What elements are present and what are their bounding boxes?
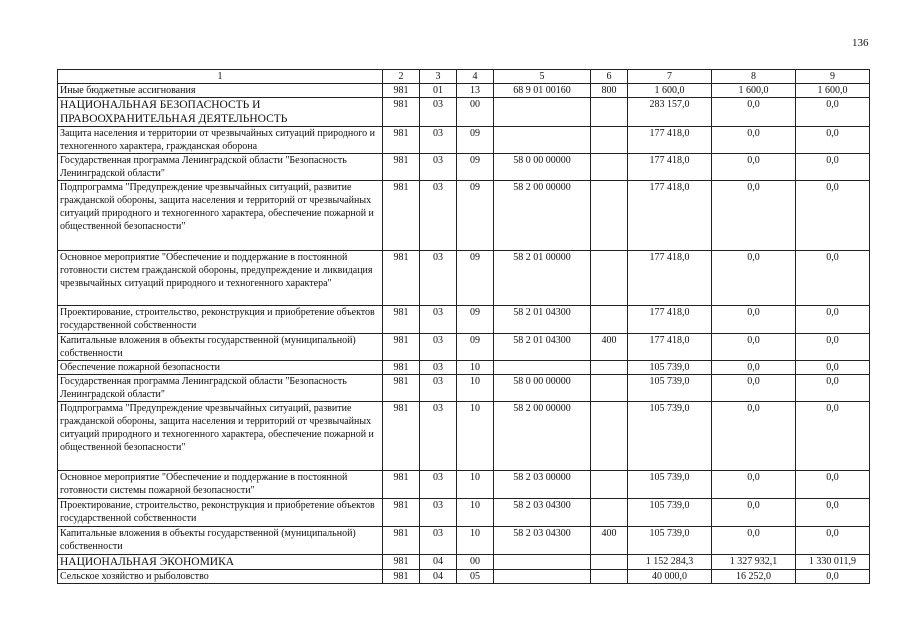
row-name: Государственная программа Ленинградской области "Безопасность Ленинградской области": [58, 154, 383, 181]
amount-3: 0,0: [796, 154, 870, 181]
amount-1: 105 739,0: [628, 527, 712, 555]
section-code: 03: [420, 402, 457, 471]
subsection-code: 10: [457, 527, 494, 555]
row-name: Подпрограмма "Предупреждение чрезвычайных ситуаций, развитие гражданской обороны, защита населения и территорий от чрезвычайных ситуаций природного и техногенного характера, обеспечение пожарной и общественной безопасности": [58, 181, 383, 251]
amount-3: 0,0: [796, 334, 870, 361]
table-row: [58, 154, 870, 181]
section-code: 03: [420, 181, 457, 251]
header-cell: 7: [628, 70, 712, 84]
table-row: [58, 471, 870, 499]
target-article-code: 58 2 03 00000: [494, 471, 591, 499]
subsection-code: 09: [457, 334, 494, 361]
ved-code: 981: [383, 375, 420, 402]
section-code: 03: [420, 127, 457, 154]
header-cell: 9: [796, 70, 870, 84]
page-number: 136: [852, 37, 869, 49]
budget-table: [57, 69, 870, 584]
ved-code: 981: [383, 98, 420, 127]
amount-2: 16 252,0: [712, 570, 796, 584]
section-code: 03: [420, 471, 457, 499]
table-row: [58, 84, 870, 98]
amount-2: 0,0: [712, 471, 796, 499]
ved-code: 981: [383, 251, 420, 306]
header-cell: 5: [494, 70, 591, 84]
amount-1: 105 739,0: [628, 471, 712, 499]
target-article-code: 58 0 00 00000: [494, 375, 591, 402]
row-name: Подпрограмма "Предупреждение чрезвычайных ситуаций, развитие гражданской обороны, защита населения и территорий от чрезвычайных ситуаций природного и техногенного характера, обеспечение пожарной и общественной безопасности": [58, 402, 383, 471]
expense-type-code: [591, 471, 628, 499]
table-row: [58, 181, 870, 251]
header-cell: 1: [58, 70, 383, 84]
amount-2: 0,0: [712, 251, 796, 306]
target-article-code: 58 0 00 00000: [494, 154, 591, 181]
amount-1: 40 000,0: [628, 570, 712, 584]
expense-type-code: [591, 555, 628, 570]
table-row: [58, 375, 870, 402]
row-name: Сельское хозяйство и рыболовство: [58, 570, 383, 584]
subsection-code: 09: [457, 127, 494, 154]
amount-2: 0,0: [712, 181, 796, 251]
amount-1: 177 418,0: [628, 334, 712, 361]
amount-3: 0,0: [796, 570, 870, 584]
target-article-code: [494, 361, 591, 375]
row-name: Проектирование, строительство, реконструкция и приобретение объектов государственной собственности: [58, 499, 383, 527]
amount-2: 0,0: [712, 127, 796, 154]
subsection-code: 10: [457, 499, 494, 527]
expense-type-code: [591, 306, 628, 334]
table-row: [58, 527, 870, 555]
table-row: [58, 499, 870, 527]
header-cell: 8: [712, 70, 796, 84]
section-code: 03: [420, 527, 457, 555]
amount-1: 177 418,0: [628, 251, 712, 306]
target-article-code: 68 9 01 00160: [494, 84, 591, 98]
amount-1: 105 739,0: [628, 499, 712, 527]
amount-3: 1 600,0: [796, 84, 870, 98]
table-row: [58, 361, 870, 375]
row-name: Проектирование, строительство, реконструкция и приобретение объектов государственной собственности: [58, 306, 383, 334]
amount-3: 0,0: [796, 499, 870, 527]
target-article-code: 58 2 01 00000: [494, 251, 591, 306]
expense-type-code: [591, 154, 628, 181]
amount-2: 0,0: [712, 499, 796, 527]
expense-type-code: [591, 402, 628, 471]
ved-code: 981: [383, 527, 420, 555]
subsection-code: 13: [457, 84, 494, 98]
subsection-code: 00: [457, 98, 494, 127]
expense-type-code: 800: [591, 84, 628, 98]
table-row: [58, 402, 870, 471]
expense-type-code: 400: [591, 527, 628, 555]
table-row: [58, 306, 870, 334]
amount-3: 0,0: [796, 98, 870, 127]
target-article-code: 58 2 01 04300: [494, 334, 591, 361]
section-code: 03: [420, 251, 457, 306]
amount-2: 1 327 932,1: [712, 555, 796, 570]
header-cell: 3: [420, 70, 457, 84]
amount-1: 105 739,0: [628, 402, 712, 471]
amount-3: 0,0: [796, 181, 870, 251]
table-row: [58, 555, 870, 570]
amount-2: 0,0: [712, 375, 796, 402]
section-code: 03: [420, 375, 457, 402]
amount-1: 105 739,0: [628, 375, 712, 402]
row-name: НАЦИОНАЛЬНАЯ ЭКОНОМИКА: [58, 555, 383, 570]
expense-type-code: [591, 127, 628, 154]
table-header-row: [58, 70, 870, 84]
amount-2: 0,0: [712, 154, 796, 181]
amount-2: 0,0: [712, 361, 796, 375]
row-name: НАЦИОНАЛЬНАЯ БЕЗОПАСНОСТЬ И ПРАВООХРАНИТЕЛЬНАЯ ДЕЯТЕЛЬНОСТЬ: [58, 98, 383, 127]
subsection-code: 09: [457, 154, 494, 181]
target-article-code: 58 2 03 04300: [494, 527, 591, 555]
subsection-code: 09: [457, 306, 494, 334]
amount-3: 1 330 011,9: [796, 555, 870, 570]
amount-3: 0,0: [796, 251, 870, 306]
section-code: 03: [420, 98, 457, 127]
subsection-code: 10: [457, 375, 494, 402]
row-name: Обеспечение пожарной безопасности: [58, 361, 383, 375]
amount-1: 1 600,0: [628, 84, 712, 98]
row-name: Основное мероприятие "Обеспечение и поддержание в постоянной готовности системы пожарной безопасности": [58, 471, 383, 499]
table-row: [58, 98, 870, 127]
row-name: Основное мероприятие "Обеспечение и поддержание в постоянной готовности систем гражданской обороны, предупреждение и ликвидация чрезвычайных ситуаций природного и техногенного характера": [58, 251, 383, 306]
ved-code: 981: [383, 84, 420, 98]
amount-3: 0,0: [796, 127, 870, 154]
subsection-code: 00: [457, 555, 494, 570]
section-code: 03: [420, 361, 457, 375]
subsection-code: 10: [457, 361, 494, 375]
amount-3: 0,0: [796, 471, 870, 499]
row-name: Иные бюджетные ассигнования: [58, 84, 383, 98]
ved-code: 981: [383, 361, 420, 375]
row-name: Государственная программа Ленинградской области "Безопасность Ленинградской области": [58, 375, 383, 402]
expense-type-code: [591, 251, 628, 306]
row-name: Капитальные вложения в объекты государственной (муниципальной) собственности: [58, 334, 383, 361]
subsection-code: 05: [457, 570, 494, 584]
amount-1: 105 739,0: [628, 361, 712, 375]
section-code: 03: [420, 306, 457, 334]
target-article-code: 58 2 03 04300: [494, 499, 591, 527]
header-cell: 6: [591, 70, 628, 84]
subsection-code: 09: [457, 251, 494, 306]
amount-2: 0,0: [712, 98, 796, 127]
table-row: [58, 127, 870, 154]
amount-1: 177 418,0: [628, 306, 712, 334]
target-article-code: [494, 98, 591, 127]
amount-2: 1 600,0: [712, 84, 796, 98]
header-cell: 2: [383, 70, 420, 84]
table-row: [58, 251, 870, 306]
expense-type-code: [591, 499, 628, 527]
amount-1: 177 418,0: [628, 154, 712, 181]
amount-1: 1 152 284,3: [628, 555, 712, 570]
ved-code: 981: [383, 570, 420, 584]
amount-3: 0,0: [796, 402, 870, 471]
expense-type-code: 400: [591, 334, 628, 361]
ved-code: 981: [383, 154, 420, 181]
amount-2: 0,0: [712, 527, 796, 555]
subsection-code: 09: [457, 181, 494, 251]
row-name: Капитальные вложения в объекты государственной (муниципальной) собственности: [58, 527, 383, 555]
amount-3: 0,0: [796, 527, 870, 555]
section-code: 04: [420, 570, 457, 584]
amount-3: 0,0: [796, 306, 870, 334]
target-article-code: 58 2 00 00000: [494, 402, 591, 471]
target-article-code: 58 2 00 00000: [494, 181, 591, 251]
amount-1: 283 157,0: [628, 98, 712, 127]
row-name: Защита населения и территории от чрезвычайных ситуаций природного и техногенного характера, гражданская оборона: [58, 127, 383, 154]
ved-code: 981: [383, 471, 420, 499]
target-article-code: 58 2 01 04300: [494, 306, 591, 334]
section-code: 03: [420, 499, 457, 527]
amount-2: 0,0: [712, 402, 796, 471]
header-cell: 4: [457, 70, 494, 84]
expense-type-code: [591, 375, 628, 402]
ved-code: 981: [383, 334, 420, 361]
subsection-code: 10: [457, 471, 494, 499]
section-code: 03: [420, 154, 457, 181]
section-code: 01: [420, 84, 457, 98]
ved-code: 981: [383, 181, 420, 251]
section-code: 03: [420, 334, 457, 361]
target-article-code: [494, 127, 591, 154]
amount-1: 177 418,0: [628, 181, 712, 251]
ved-code: 981: [383, 499, 420, 527]
amount-3: 0,0: [796, 375, 870, 402]
target-article-code: [494, 570, 591, 584]
amount-3: 0,0: [796, 361, 870, 375]
table-row: [58, 570, 870, 584]
ved-code: 981: [383, 402, 420, 471]
table-row: [58, 334, 870, 361]
ved-code: 981: [383, 306, 420, 334]
section-code: 04: [420, 555, 457, 570]
amount-2: 0,0: [712, 334, 796, 361]
expense-type-code: [591, 570, 628, 584]
expense-type-code: [591, 181, 628, 251]
expense-type-code: [591, 98, 628, 127]
subsection-code: 10: [457, 402, 494, 471]
amount-2: 0,0: [712, 306, 796, 334]
amount-1: 177 418,0: [628, 127, 712, 154]
ved-code: 981: [383, 127, 420, 154]
ved-code: 981: [383, 555, 420, 570]
target-article-code: [494, 555, 591, 570]
expense-type-code: [591, 361, 628, 375]
